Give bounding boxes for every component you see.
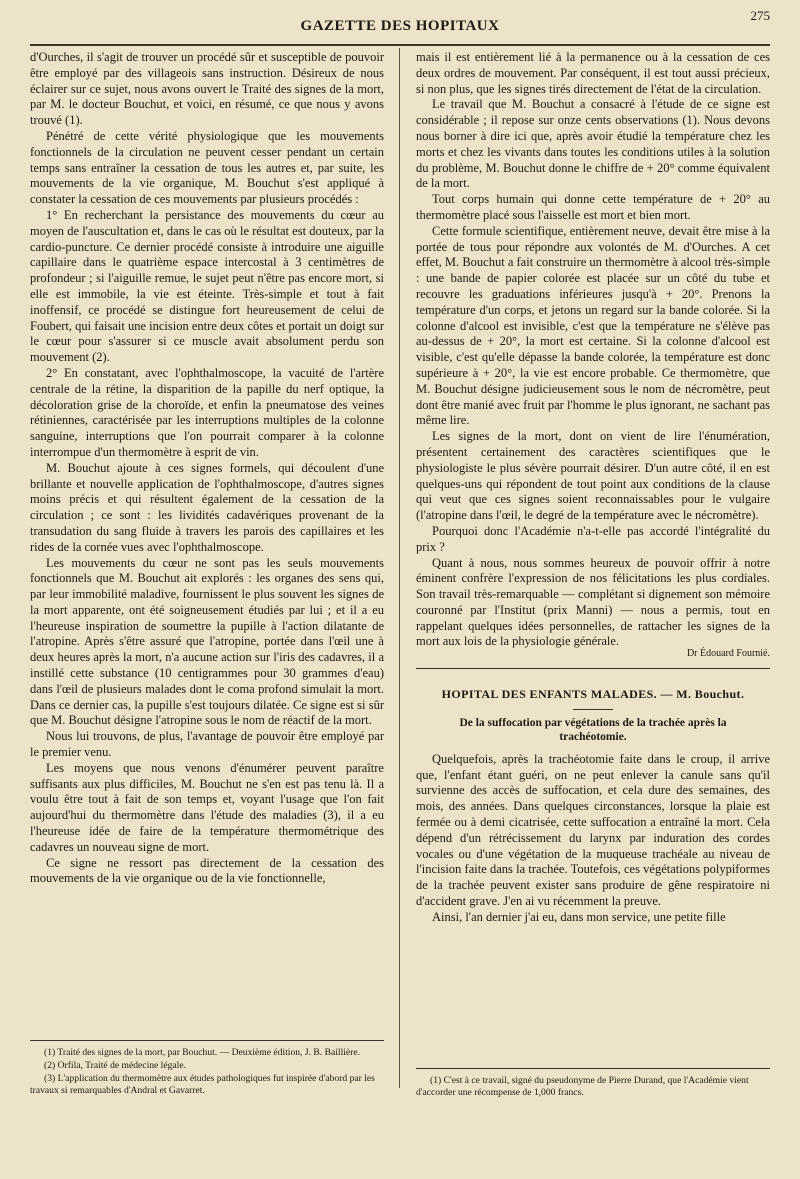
left-column — [30, 50, 384, 1060]
footnote: (1) C'est à ce travail, signé du pseudonyme de Pierre Durand, que l'Académie vient d'accorder une récompense de 1,000 francs. — [416, 1075, 749, 1098]
paragraph: Ainsi, l'an dernier j'ai eu, dans mon service, une petite fille — [432, 909, 726, 924]
paragraph: Pénétré de cette vérité physiologique que les mouvements fonctionnels de la circulation ne peuvent cesser pendant un certain temps sans entraîner la cessation de tous les autres et, par suite, les mouvements de la vie organique, M. Bouchut s'est appliqué à constater la cessation de ces mouvements par plusieurs procédés : — [30, 128, 384, 207]
page-header — [30, 8, 770, 40]
paragraph: Les mouvements du cœur ne sont pas les seuls mouvements fonctionnels que M. Bouchut ait explorés : les organes des sens qui, par leur immobilité maladive, fournissent le plus souvent les signes de la mort apparente, ont été soigneusement étudiés par lui ; et il a eu l'heureuse inspiration de soumettre la pupille à l'action dilatante de l'atropine. Après s'être assuré que l'atropine, portée dans l'œil une à deux heures après la mort, n'a aucune action sur l'iris des cadavres, il a instillé cette substance (10 centigrammes pour 30 grammes d'eau) dans l'œil de plusieurs malades dont le coma profond simulait la mort. Dans ce dernier cas, la pupille s'est toujours dilatée. Ce signe est si sûr que M. Bouchut désigne l'atropine sous le nom de réactif de la mort. — [30, 555, 384, 728]
running-title: GAZETTE DES HOPITAUX — [300, 18, 500, 34]
footnote: (3) L'application du thermomètre aux études pathologiques fut inspirée d'abord par les travaux si remarquables d'Andral et Gavarret. — [30, 1073, 375, 1096]
left-footnotes — [30, 1040, 384, 1098]
paragraph: 1° En recherchant la persistance des mouvements du cœur au moyen de l'auscultation et, dans le cas où le résultat est douteux, par la cardio-puncture. Ce dernier procédé consiste à introduire une aiguille capillaire dans le quatrième espace intercostal à 3 centimètres de profondeur ; si l'aiguille remue, le sujet peut n'être pas encore mort, si elle est immobile, la vie est éteinte. Très-simple et tout à fait inoffensif, ce procédé se distingue fort heureusement de celui de Foubert, qui faisait une incision entre deux côtes et portait un doigt sur le cœur pour s'assurer si ce muscle avait absolument perdu son mouvement (2). — [30, 207, 384, 365]
paragraph: M. Bouchut ajoute à ces signes formels, qui découlent d'une brillante et nouvelle application de l'ophthalmoscope, d'autres signes moins précis et qui résultent également de la cessation de la circulation ; ce sont : les lividités cadavériques provenant de la transudation du sang fluide à travers les parois des capillaires et les rides de la cornée vues avec l'ophthalmoscope. — [30, 460, 384, 554]
header-rule — [30, 44, 770, 46]
footnote-rule — [416, 1068, 770, 1069]
paragraph: d'Ourches, il s'agit de trouver un procédé sûr et susceptible de pouvoir être employé par des villageois sans instruction. Désireux de nous éclairer sur ce sujet, nous avons ouvert le Traité des signes de la mort, par M. le docteur Bouchut, et voici, en résumé, ce que nous y avons trouvé (1). — [30, 50, 384, 128]
section-title: HOPITAL DES ENFANTS MALADES. — M. Bouchut. — [441, 687, 745, 702]
footnote: (2) Orfila, Traité de médecine légale. — [44, 1060, 186, 1071]
paragraph: Le travail que M. Bouchut a consacré à l'étude de ce signe est considérable ; il repose sur onze cents observations (1). Nous devons nous borner à dire ici que, après avoir étudié la température chez les morts et chez les vivants dans toutes les conditions utiles à la solution du problème, M. Bouchut donne le chiffre de + 20° comme équivalent de la mort. — [416, 97, 770, 191]
section-rule-short — [573, 709, 613, 710]
right-column — [416, 50, 770, 1135]
paragraph: Nous lui trouvons, de plus, l'avantage de pouvoir être employé par le premier venu. — [30, 729, 384, 760]
paragraph: Ce signe ne ressort pas directement de la cessation des mouvements de la vie organique ou de la vie fonctionnelle, — [30, 855, 384, 886]
paragraph: Cette formule scientifique, entièrement neuve, devait être mise à la portée de tous pour répondre aux volontés de M. d'Ourches. A cet effet, M. Bouchut a fait construire un thermomètre à alcool très-simple : une bande de papier colorée est placée sur un côté du tube et recouvre les graduations inférieures jusqu'à + 20°. Prenons la température d'un corps, et jetons un regard sur la bande colorée. Si la colonne d'alcool est invisible, c'est que la température ne s'élève pas au-dessus de + 20°, la mort est certaine. Si la colonne d'alcool est visible, c'est qu'elle dépasse la bande colorée, la température est donc supérieure à + 20°, la vie est encore probable. Ce thermomètre, que M. Bouchut désigne judicieusement sous le nom de nécromètre, peut dont être manié avec fruit par l'homme le plus ignorant, ne sachant pas même lire. — [416, 223, 770, 428]
paragraph: Quelquefois, après la trachéotomie faite dans le croup, il arrive que, l'enfant étant guéri, on ne peut enlever la canule sans qu'il survienne des accès de suffocation, et cela dure des semaines, des mois, des années. Dans quelques circonstances, lorsque la plaie est fermée ou à demi cicatrisée, cette suffocation a entraîné la mort. Cela dépend d'un rétrécissement du larynx par induration des cordes vocales ou d'une végétation de la muqueuse trachéale au niveau de l'incision faite dans la trachée. Toutefois, ces végétations polypiformes de la trachée peuvent exister sans produire de gêne respiratoire ni d'accident grave. J'en ai vu récemment la preuve. — [416, 751, 770, 909]
right-footnotes — [416, 1068, 770, 1100]
footnote-rule — [30, 1040, 384, 1041]
subsection-title: De la suffocation par végétations de la trachée après la trachéotomie. — [459, 716, 727, 743]
paragraph: Quant à nous, nous sommes heureux de pouvoir offrir à notre éminent confrère l'expression de nos félicitations les plus cordiales. Son travail très-remarquable — complétant si dignement son mémoire couronné par l'Institut (prix Manni) — nous a permis, tout en rappelant quelques idées personnelles, de rattacher les signes de la mort aux lois de la physiologie générale. — [416, 555, 770, 649]
paragraph: mais il est entièrement lié à la permanence ou à la cessation de ces deux ordres de mouvement. Par conséquent, il est tout aussi précieux, si non plus, que les signes tirés directement de l'état de la circulation. — [416, 50, 770, 96]
column-divider — [399, 48, 400, 1088]
paragraph: Les moyens que nous venons d'énumérer peuvent paraître suffisants aux plus difficiles, M. Bouchut ne s'en est pas tenu là. Il a voulu être tout à fait de son temps et, voyant l'usage que l'on fait aujourd'hui du thermomètre dans l'étude des maladies (3), il a eu l'heureuse idée de faire de la température thermométrique des cadavres un nouveau signe de mort. — [30, 760, 384, 854]
paragraph: Les signes de la mort, dont on vient de lire l'énumération, présentent certainement des caractères scientifiques que le physiologiste le plus sévère pourrait désirer. D'un autre côté, il en est quelques-uns qui répondent de tout point aux conditions de la clause qui veut que ces signes soient reconnaissables pour le vulgaire (l'atropine dans l'œil, le degré de la température avec le nécromètre). — [416, 429, 770, 523]
article-signature: Dr Édouard Fournié. — [686, 648, 770, 660]
section-rule — [416, 668, 770, 669]
paragraph: 2° En constatant, avec l'ophthalmoscope, la vacuité de l'artère centrale de la rétine, la disparition de la papille du nerf optique, la décoloration grise de la choroïde, et enfin la pneumatose des veines rétiniennes, caractérisée par les interruptions multiples de la colonne sanguine, interruptions que l'on pourrait comparer à la colonne interrompue d'un thermomètre à esprit de vin. — [30, 365, 384, 459]
paragraph: Pourquoi donc l'Académie n'a-t-elle pas accordé l'intégralité du prix ? — [416, 523, 770, 554]
footnote: (1) Traité des signes de la mort, par Bouchut. — Deuxième édition, J. B. Baillière. — [44, 1047, 361, 1058]
paragraph: Tout corps humain qui donne cette température de + 20° au thermomètre placé sous l'aisselle est mort et bien mort. — [416, 192, 770, 222]
page-number: 275 — [750, 8, 770, 23]
